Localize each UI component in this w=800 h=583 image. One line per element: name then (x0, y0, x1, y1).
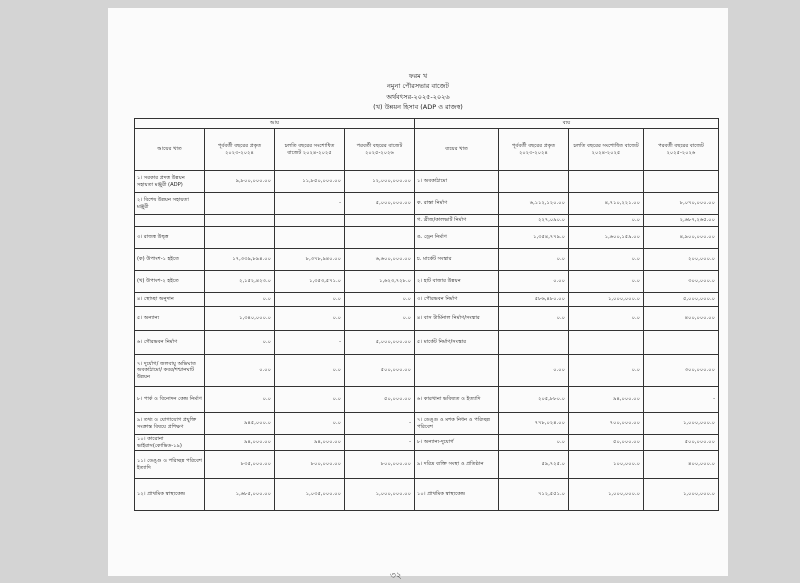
amount-cell: ০.০ (499, 249, 569, 271)
amount-cell (644, 331, 719, 355)
amount-cell: ০.০ (275, 387, 345, 413)
row-label-cell: ৩। রাজস্ব উদ্বৃত্ত (135, 227, 205, 249)
amount-cell (644, 171, 719, 193)
form-label: ফরম খ (408, 72, 428, 80)
amount-cell: ৯,৮০০,০০০.০০ (205, 171, 275, 193)
row-label-cell: ৫। অন্যান্য (135, 307, 205, 331)
amount-cell: ২০৫,৮৮০.০ (499, 387, 569, 413)
table-row (135, 271, 719, 293)
amount-cell (275, 215, 345, 227)
amount-cell: ৮,৩৭৮,৯৪০.০০ (275, 249, 345, 271)
row-label-cell: ৪। বাস টার্মিনাল নির্মাণ/সংস্কার (415, 307, 499, 331)
amount-cell: - (275, 331, 345, 355)
amount-cell: ৯৪,০০০.০০ (275, 435, 345, 451)
amount-cell: ১৭,৩৩৯,৮৯৪.০০ (205, 249, 275, 271)
amount-cell: ০.০ (345, 307, 415, 331)
table-row (135, 435, 719, 451)
row-label-cell: ৯। তথ্য ও যোগাযোগ প্রযুক্তি সংক্রান্ত বিষয়ে প্রশিক্ষণ (135, 413, 205, 435)
amount-cell: ০.০ (275, 413, 345, 435)
amount-cell: ০.০০ (205, 355, 275, 387)
amount-cell (205, 227, 275, 249)
col-header: পরবর্তী বছরের বাজেট ২০২৫-২০২৬ (345, 129, 415, 171)
table-row (135, 413, 719, 435)
amount-cell (569, 331, 644, 355)
amount-cell: ০.০ (205, 331, 275, 355)
section-title: (খ) উন্নয়ন হিসাব (ADP ও রাজস্ব) (373, 103, 463, 111)
amount-cell: - (345, 435, 415, 451)
row-label-cell (135, 215, 205, 227)
row-label-cell: ৮। অন্যান্য-দুযোর্গ (415, 435, 499, 451)
amount-cell: ১,০০০,০০০.০ (644, 479, 719, 511)
table-row (135, 215, 719, 227)
amount-cell: ০.০ (569, 307, 644, 331)
row-label-cell: ৪। স্থোচ্ছা অনুদান (135, 293, 205, 307)
row-label-cell: ১২। প্রাথমিক স্বাস্থ্যকেন্দ্র (135, 479, 205, 511)
amount-cell: ৭১২,৫৫১.০ (499, 479, 569, 511)
amount-cell: ১,৩৫৩,৫৭১.০ (275, 271, 345, 293)
amount-cell: ২,১৫২,৪২৩.০ (205, 271, 275, 293)
amount-cell: ৭৭৮,০২৪.০০ (499, 413, 569, 435)
table-row (135, 387, 719, 413)
row-label-cell: ৭। ডেঙ্গু ও মশক নিধন ও পরিচ্ছন্ন পরিবেশ (415, 413, 499, 435)
row-label-cell: ১। অবকাঠামো (415, 171, 499, 193)
row-label-cell: ৬। কারখানা ভবিষ্যত ও ইত্যাদি (415, 387, 499, 413)
table-row (135, 355, 719, 387)
amount-cell: ০.০ (569, 271, 644, 293)
amount-cell: ৫৯,৭২৫.০ (499, 451, 569, 479)
income-group-header: আয় (135, 119, 415, 129)
amount-cell: ৯৪৫,০০০.০ (205, 413, 275, 435)
amount-cell: ১,৬২৩,৭২৮.০ (345, 271, 415, 293)
amount-cell: ৬,১১২,১২০.০০ (499, 193, 569, 215)
table-row (135, 293, 719, 307)
amount-cell: ৪০০,০০০.০ (644, 451, 719, 479)
amount-cell (345, 215, 415, 227)
amount-cell: ২০০,০০০.০ (644, 249, 719, 271)
amount-cell: ০.০ (569, 215, 644, 227)
amount-cell: ০.০ (275, 355, 345, 387)
amount-cell: ০.০ (345, 293, 415, 307)
amount-cell: ১২,০০০,০০০.০০ (345, 171, 415, 193)
amount-cell: ০.০ (499, 435, 569, 451)
amount-cell: ৫০০,০০০.০০ (644, 435, 719, 451)
expense-group-header: ব্যয় (415, 119, 719, 129)
amount-cell: ০.০ (205, 293, 275, 307)
amount-cell: ৫০,০০০.০০ (345, 387, 415, 413)
table-row (135, 227, 719, 249)
amount-cell: ৪,৯০০,০০০.০০ (644, 227, 719, 249)
amount-cell (569, 171, 644, 193)
row-label-cell: ৬। গৌরভবন নির্মাণ (135, 331, 205, 355)
amount-cell: ৯৪,০০০.০০ (205, 435, 275, 451)
row-label-cell: ক. রাস্তা নির্মাণ (415, 193, 499, 215)
amount-cell: - (644, 387, 719, 413)
amount-cell: ৬,৬০০,০০০.০০ (345, 249, 415, 271)
amount-cell: ১১,৮৫০,০০০.০০ (275, 171, 345, 193)
amount-cell: ০.০ (569, 249, 644, 271)
amount-cell: ০.০ (569, 355, 644, 387)
amount-cell: ১,৬৮৫,০০০.০০ (205, 479, 275, 511)
row-label-cell: ৩। পৌরভবন নির্মাণ (415, 293, 499, 307)
row-label-cell: ১০। প্রাথমিক স্বাস্থ্যকেন্দ্র (415, 479, 499, 511)
amount-cell: ৫৮৬,৪৮০.০০ (499, 293, 569, 307)
amount-cell: ৪,৭১০,২২১.০০ (569, 193, 644, 215)
amount-cell (205, 193, 275, 215)
amount-cell: ২,৬৮৭,২৬৫.০০ (644, 215, 719, 227)
amount-cell: ০.০০ (499, 355, 569, 387)
row-label-cell: ২। হাট বাজার উন্নয়ন (415, 271, 499, 293)
table-row (135, 249, 719, 271)
amount-cell: ১,৩৪০,০০০.০ (205, 307, 275, 331)
col-header: ব্যয়ের খাত (415, 129, 499, 171)
amount-cell: ৪০০,০০০.০০ (644, 307, 719, 331)
amount-cell: ৫০০,০০০.০০ (345, 355, 415, 387)
amount-cell: ১,০৩৫,০০০.০০ (275, 479, 345, 511)
amount-cell (499, 331, 569, 355)
row-label-cell: গ. ব্রীজ/কালভার্ট নির্মাণ (415, 215, 499, 227)
amount-cell: ০.০ (275, 293, 345, 307)
row-label-cell: ২। বিশেষ উন্নয়ন সহায়তা মঞ্জুরী (135, 193, 205, 215)
amount-cell: ০.০ (205, 387, 275, 413)
amount-cell: ২২৭,০৯০.০ (499, 215, 569, 227)
row-label-cell: ঙ. ড্রেন নির্মাণ (415, 227, 499, 249)
amount-cell: ১,০০০,০০০.০ (644, 413, 719, 435)
amount-cell: ১,৬০০,১৫৯.০০ (569, 227, 644, 249)
table-row (135, 171, 719, 193)
col-header: চলতি বছরের সংশোধিত বাজেট ২০২৪-২০২৫ (275, 129, 345, 171)
row-label-cell: চ. মার্কেট সংস্কার (415, 249, 499, 271)
amount-cell: ৫,০০০,০০০.০০ (345, 331, 415, 355)
fiscal-year: অর্থবৎসর-২০২৫-২০২৬ (386, 93, 450, 101)
amount-cell: ১,০০০,০০০.০০ (345, 479, 415, 511)
row-label-cell: ৫। মার্কেট নির্মাণ/সংস্কার (415, 331, 499, 355)
amount-cell: ৫,০০০,০০০.০০ (345, 193, 415, 215)
table-row (135, 479, 719, 511)
amount-cell: ১০০,০০০.০ (569, 451, 644, 479)
col-header: আয়ের খাত (135, 129, 205, 171)
amount-cell: ৮,০৭০,০০০.০০ (644, 193, 719, 215)
amount-cell: - (275, 193, 345, 215)
table-row (135, 307, 719, 331)
amount-cell (499, 171, 569, 193)
amount-cell (275, 227, 345, 249)
col-header: পূর্ববর্তী বছরের প্রকৃত ২০২৩-২০২৪ (205, 129, 275, 171)
table-row (135, 451, 719, 479)
document-title: নমুনা পৌরসভার বাজেট (387, 82, 449, 90)
row-label-cell: ৯। দরিদ্র ব্যক্তি সংস্থা ও প্রতিষ্ঠান (415, 451, 499, 479)
row-label-cell: ১১। ডেঙ্গু ও পরিচ্ছন্ন পরিবেশ ইত্যাদি (135, 451, 205, 479)
amount-cell: ৫,০০০,০০০.০ (644, 293, 719, 307)
amount-cell: ৭০০,০০০.০০ (569, 413, 644, 435)
amount-cell: ৯৪,০০০.০০ (569, 387, 644, 413)
row-label-cell: (খ) উপাংশ-২ হইতে (135, 271, 205, 293)
budget-table (134, 118, 719, 511)
amount-cell: ১,৩৫৪,৭৭৯.০ (499, 227, 569, 249)
amount-cell: ০.০ (499, 307, 569, 331)
amount-cell: ৮০০,০০০.০০ (345, 451, 415, 479)
col-header: পূর্ববর্তী বছরের প্রকৃত ২০২৩-২০২৪ (499, 129, 569, 171)
amount-cell: ৫০,০০০.০০ (569, 435, 644, 451)
row-label-cell: ৭। দুর্যোগ/ জলবায়ু অভিঘাত অবকাঠামো/ কবর/শশ্মানঘাট উন্নয়ন (135, 355, 205, 387)
amount-cell: ৩০০,০০০.০০ (644, 355, 719, 387)
amount-cell: ৮৩৫,০০০.০০ (205, 451, 275, 479)
col-header: চলতি বছরের সংশোধিত বাজেট ২০২৪-২০২৫ (569, 129, 644, 171)
page-number: ৩২ (390, 571, 402, 581)
row-label-cell: ৮। পার্ক ও বিনোদন কেন্দ্র নির্মাণ (135, 387, 205, 413)
table-row (135, 331, 719, 355)
amount-cell: ০.০ (275, 307, 345, 331)
row-label-cell: ১। সরকার প্রদত্ত উন্নয়ন সহায়তা মঞ্জুরী (ADP) (135, 171, 205, 193)
amount-cell: ০.০০ (499, 271, 569, 293)
amount-cell: ১,০০০,০০০.০ (569, 479, 644, 511)
amount-cell: ৮০০,০০০.০০ (275, 451, 345, 479)
row-label-cell: (ক) উপাংশ-১ হইতে (135, 249, 205, 271)
table-row (135, 193, 719, 215)
amount-cell (205, 215, 275, 227)
col-header: পরবর্তী বছরের বাজেট ২০২৫-২০২৬ (644, 129, 719, 171)
row-label-cell (415, 355, 499, 387)
amount-cell (345, 227, 415, 249)
amount-cell: ১,০০০,০০০.০ (569, 293, 644, 307)
amount-cell: ৩০০,০০০.০ (644, 271, 719, 293)
amount-cell: - (345, 413, 415, 435)
row-label-cell: ১০। কারোনা ভাইরাস(কোভিড-১৯) (135, 435, 205, 451)
